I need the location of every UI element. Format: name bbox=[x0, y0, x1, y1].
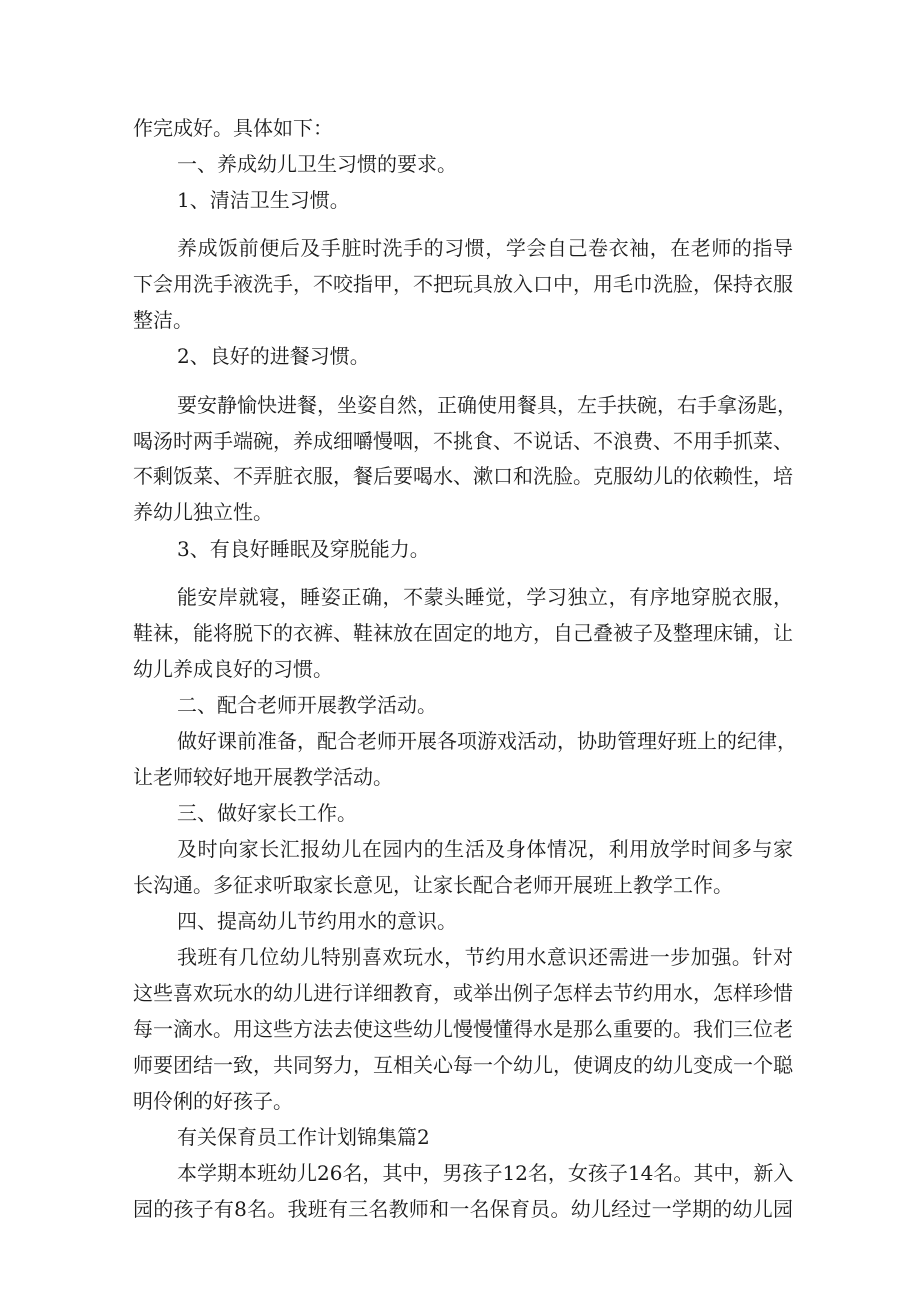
section-heading: 二、配合老师开展教学活动。 bbox=[177, 693, 437, 717]
subsection-heading: 1、清洁卫生习惯。 bbox=[177, 188, 350, 212]
text-line: 长沟通。多征求听取家长意见，让家长配合老师开展班上教学工作。 bbox=[133, 873, 733, 897]
text-line: 能安岸就寝，睡姿正确，不蒙头睡觉，学习独立，有序地穿脱衣服， bbox=[177, 585, 793, 609]
text-line: 整洁。 bbox=[133, 308, 193, 332]
text-line: 不剩饭菜、不弄脏衣服，餐后要喝水、漱口和洗脸。克服幼儿的依赖性，培 bbox=[133, 464, 793, 488]
text-line: 幼儿养成良好的习惯。 bbox=[133, 657, 333, 681]
text-line: 师要团结一致，共同努力，互相关心每一个幼儿，使调皮的幼儿变成一个聪 bbox=[133, 1053, 793, 1077]
section-title: 有关保育员工作计划锦集篇2 bbox=[177, 1125, 430, 1149]
subsection-heading: 2、良好的进餐习惯。 bbox=[177, 344, 370, 368]
text-line: 让老师较好地开展教学活动。 bbox=[133, 765, 393, 789]
section-heading: 一、养成幼儿卫生习惯的要求。 bbox=[177, 152, 457, 176]
text-line: 下会用洗手液洗手，不咬指甲，不把玩具放入口中，用毛巾洗脸，保持衣服 bbox=[133, 272, 793, 296]
text-line: 园的孩子有8名。我班有三名教师和一名保育员。幼儿经过一学期的幼儿园 bbox=[133, 1197, 793, 1221]
text-line: 养成饭前便后及手脏时洗手的习惯，学会自己卷衣袖，在老师的指导 bbox=[177, 236, 793, 260]
section-heading: 四、提高幼儿节约用水的意识。 bbox=[177, 909, 457, 933]
section-heading: 三、做好家长工作。 bbox=[177, 801, 357, 825]
text-line: 明伶俐的好孩子。 bbox=[133, 1089, 293, 1113]
subsection-heading: 3、有良好睡眠及穿脱能力。 bbox=[177, 537, 430, 561]
text-line: 本学期本班幼儿26名，其中，男孩子12名，女孩子14名。其中，新入 bbox=[177, 1161, 794, 1185]
text-line: 要安静愉快进餐，坐姿自然，正确使用餐具，左手扶碗，右手拿汤匙， bbox=[177, 393, 797, 417]
text-line: 每一滴水。用这些方法去使这些幼儿慢慢懂得水是那么重要的。我们三位老 bbox=[133, 1017, 793, 1041]
text-line: 及时向家长汇报幼儿在园内的生活及身体情况，利用放学时间多与家 bbox=[177, 837, 793, 861]
text-line: 我班有几位幼儿特别喜欢玩水，节约用水意识还需进一步加强。针对 bbox=[177, 945, 793, 969]
text-line: 做好课前准备，配合老师开展各项游戏活动，协助管理好班上的纪律， bbox=[177, 729, 797, 753]
text-line: 这些喜欢玩水的幼儿进行详细教育，或举出例子怎样去节约用水，怎样珍惜 bbox=[133, 981, 793, 1005]
text-line: 喝汤时两手端碗，养成细嚼慢咽，不挑食、不说话、不浪费、不用手抓菜、 bbox=[133, 429, 793, 453]
text-line: 作完成好。具体如下： bbox=[133, 116, 333, 140]
text-line: 鞋袜，能将脱下的衣裤、鞋袜放在固定的地方，自己叠被子及整理床铺，让 bbox=[133, 621, 793, 645]
text-line: 养幼儿独立性。 bbox=[133, 500, 273, 524]
